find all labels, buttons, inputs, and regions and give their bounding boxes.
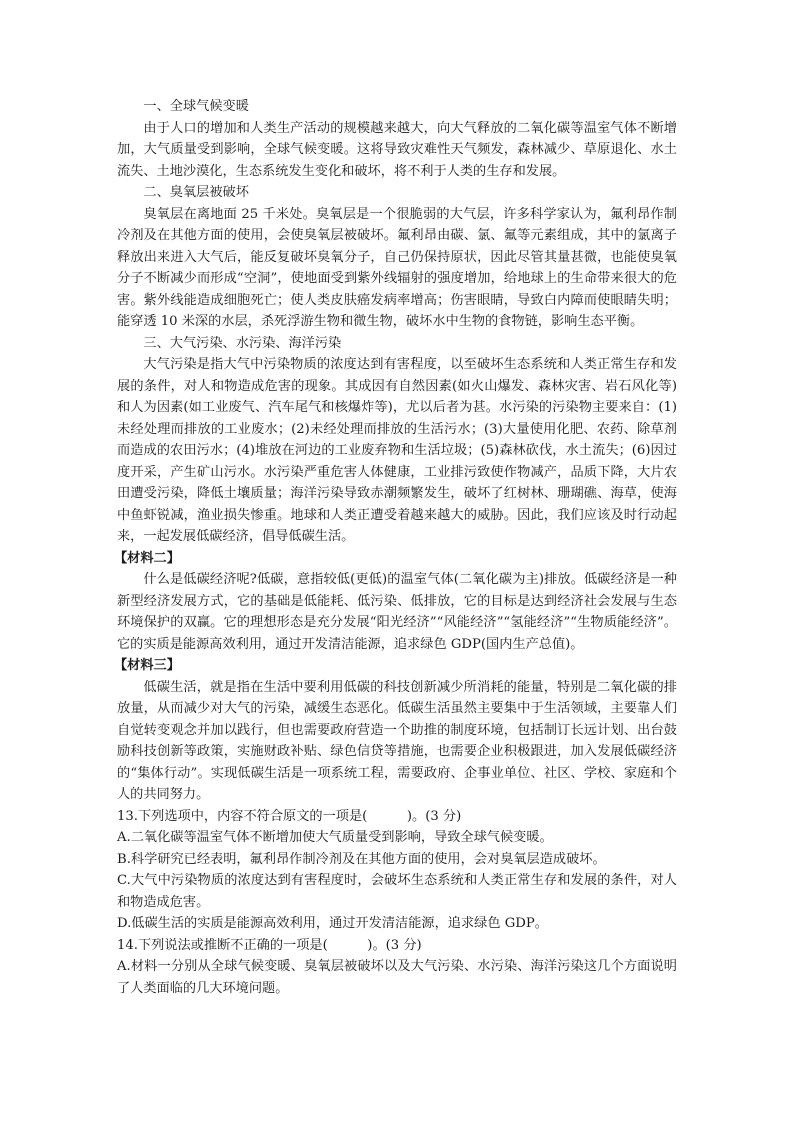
material-three-label: 【材料三】 <box>114 658 180 673</box>
material-two-label: 【材料二】 <box>114 550 180 566</box>
document-page <box>114 96 677 999</box>
question-13-stem: 13.下列选项中，内容不符合原文的一项是( )。(3 分) <box>117 808 462 824</box>
question-14-option-a: A.材料一分别从全球气候变暖、臭氧层被破坏以及大气污染、水污染、海洋污染这几个方面说明了人类面临的几大环境问题。 <box>117 959 677 996</box>
question-13-option-c: C.大气中污染物质的浓度达到有害程度时，会破坏生态系统和人类正常生存和发展的条件，对人和物造成危害。 <box>117 873 677 910</box>
paragraph-material-three: 低碳生活，就是指在生活中要利用低碳的科技创新减少所消耗的能量，特别是二氧化碳的排放量，从而减少对大气的污染，减缓生态恶化。低碳生活虽然主要集中于生活领域，主要靠人们自觉转变观念并加以践行，但也需要政府营造一个助推的制度环境，包括制订长远计划、出台鼓励科技创新等政策，实施财政补贴、绿色信贷等措施，也需要企业积极跟进，加入发展低碳经济的“集体行动”。实现低碳生活是一项系统工程，需要政府、企事业单位、社区、学校、家庭和个人的共同努力。 <box>117 679 677 802</box>
question-14-stem: 14.下列说法或推断不正确的一项是( )。(3 分) <box>117 937 422 953</box>
question-13-option-a: A.二氧化碳等温室气体不断增加使大气质量受到影响，导致全球气候变暖。 <box>117 830 553 845</box>
question-13-option-b: B.科学研究已经表明，氟利昂作制冷剂及在其他方面的使用，会对臭氧层造成破坏。 <box>117 851 606 867</box>
paragraph-pollution: 大气污染是指大气中污染物质的浓度达到有害程度，以至破坏生态系统和人类正常生存和发展的条件，对人和物造成危害的现象。其成因有自然因素(如火山爆发、森林灾害、岩石风化等)和人为因素(如工业废气、汽车尾气和核爆炸等)，尤以后者为甚。水污染的污染物主要来自：(1)未经处理而排放的工业废水；(2)未经处理而排放的生活污水；(3)大量使用化肥、农药、除草剂而造成的农田污水；(4)堆放在河边的工业废弃物和生活垃圾；(5)森林砍伐，水土流失；(6)因过度开采，产生矿山污水。水污染严重危害人体健康，工业排污致使作物减产，品质下降，大片农田遭受污染，降低土壤质量；海洋污染导致赤潮频繁发生，破坏了红树林、珊瑚礁、海草，使海中鱼虾锐减，渔业损失惨重。地球和人类正遭受着越来越大的威胁。因此，我们应该及时行动起来，一起发展低碳经济，倡导低碳生活。 <box>117 357 677 544</box>
section-heading-ozone: 二、臭氧层被破坏 <box>143 185 249 200</box>
section-heading-pollution: 三、大气污染、水污染、海洋污染 <box>143 335 342 351</box>
paragraph-climate: 由于人口的增加和人类生产活动的规模越来越大，向大气释放的二氧化碳等温室气体不断增加，大气质量受到影响，全球气候变暖。这将导致灾难性天气频发，森林减少、草原退化、水土流失、土地沙漠化，生态系统发生变化和破坏，将不利于人类的生存和发展。 <box>117 120 677 179</box>
section-heading-climate: 一、全球气候变暖 <box>143 99 249 114</box>
question-13-option-d: D.低碳生活的实质是能源高效利用，通过开发清洁能源，追求绿色 GDP。 <box>117 916 548 931</box>
paragraph-ozone: 臭氧层在离地面 25 千米处。臭氧层是一个很脆弱的大气层，许多科学家认为，氟利昂作制冷剂及在其他方面的使用，会使臭氧层被破坏。氟利昂由碳、氯、氟等元素组成，其中的氯离子释放出来进入大气后，能反复破坏臭氧分子，自己仍保持原状，因此尽管其量甚微，也能使臭氧分子不断减少而形成“空洞”，使地面受到紫外线辐射的强度增加，给地球上的生命带来很大的危害。紫外线能造成细胞死亡；使人类皮肤癌发病率增高；伤害眼睛，导致白内障而使眼睛失明；能穿透 10 米深的水层，杀死浮游生物和微生物，破坏水中生物的食物链，影响生态平衡。 <box>117 206 677 329</box>
paragraph-material-two: 什么是低碳经济呢?低碳，意指较低(更低)的温室气体(二氧化碳为主)排放。低碳经济是一种新型经济发展方式，它的基础是低能耗、低污染、低排放，它的目标是达到经济社会发展与生态环境保护的双赢。它的理想形态是充分发展“阳光经济”“风能经济”“氢能经济”“生物质能经济”。它的实质是能源高效利用，通过开发清洁能源，追求绿色 GDP(国内生产总值)。 <box>117 572 677 652</box>
